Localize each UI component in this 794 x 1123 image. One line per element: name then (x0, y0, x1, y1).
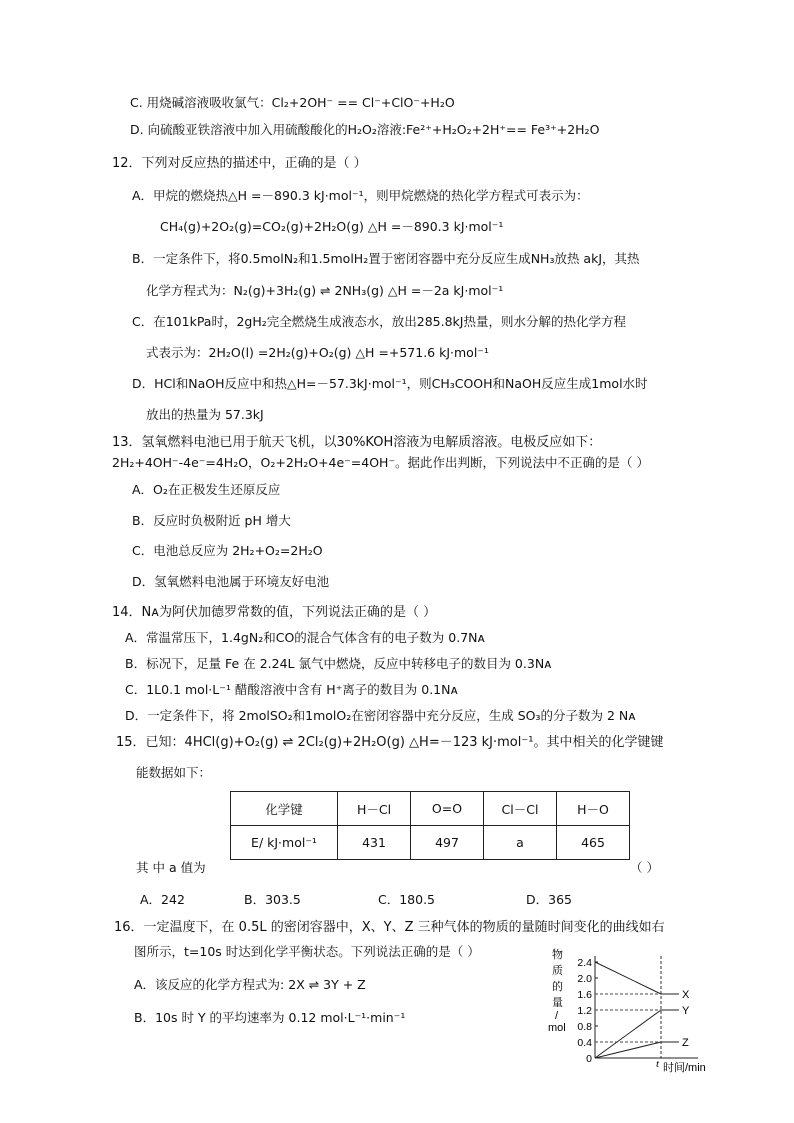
x-axis-label: 时间/min (663, 1062, 706, 1074)
y-tick-label: 2.4 (577, 957, 592, 969)
question-15-stem-line2: 能数据如下： (136, 765, 212, 780)
bond-table-header: O=O (411, 792, 484, 826)
y-tick-label: 0 (586, 1053, 592, 1065)
y-tick-label: 1.2 (577, 1005, 592, 1017)
y-axis-label-char: 物 (552, 949, 563, 961)
series-line-x (595, 962, 661, 994)
question-16-option-b: B．10s 时 Y 的平均速率为 0.12 mol·L⁻¹·min⁻¹ (134, 1010, 406, 1025)
question-13-stem-line1: 13．氢氧燃料电池已用于航天飞机，以30%KOH溶液为电解质溶液。电极反应如下： (112, 435, 602, 450)
question-14-option-c: C．1L0.1 mol·L⁻¹ 醋酸溶液中含有 H⁺离子的数目为 0.1Nᴀ (125, 682, 458, 697)
question-13-option-b: B．反应时负极附近 pH 增大 (132, 513, 291, 528)
series-line-z (595, 1042, 661, 1058)
question-14-stem: 14．Nᴀ为阿伏加德罗常数的值，下列说法正确的是（ ） (112, 605, 437, 620)
bond-table-value-row (231, 826, 630, 860)
x-axis-tick-t: t (656, 1058, 660, 1070)
series-label-y: Y (682, 1005, 690, 1017)
question-14-option-b: B．标况下，足量 Fe 在 2.24L 氯气中燃烧，反应中转移电子的数目为 0.3Nᴀ (125, 656, 552, 671)
y-axis-label-char: 的 (552, 981, 563, 993)
y-tick-label: 1.6 (577, 989, 592, 1001)
question-15-option-b: B．303.5 (244, 892, 301, 907)
question-15-stem-line1: 15．已知：4HCl(g)+O₂(g) ⇌ 2Cl₂(g)+2H₂O(g) △H=－123 kJ·mol⁻¹。其中相关的化学键键 (116, 735, 664, 750)
y-tick-label: 0.4 (577, 1037, 592, 1049)
question-12-option-d-line2: 放出的热量为 57.3kJ (146, 407, 264, 422)
series-label-x: X (682, 989, 690, 1001)
question-12-stem: 12．下列对反应热的描述中，正确的是（ ） (112, 156, 367, 171)
bond-table-header-row (231, 792, 630, 826)
bond-table-cell: a (484, 826, 557, 860)
bond-energy-table (230, 791, 630, 860)
question-12-option-b-line1: B．一定条件下，将0.5molN₂和1.5molH₂置于密闭容器中充分反应生成NH₃放热 akJ，其热 (132, 251, 640, 266)
y-tick-label: 2.0 (577, 973, 592, 985)
question-15-option-a: A．242 (140, 892, 185, 907)
question-13-stem-line2: 2H₂+4OH⁻-4e⁻=4H₂O，O₂+2H₂O+4e⁻=4OH⁻。据此作出判断，下列说法中不正确的是（ ） (112, 455, 650, 470)
question-16-option-a: A．该反应的化学方程式为: 2X ⇌ 3Y + Z (134, 977, 366, 992)
question-12-option-a-line2: CH₄(g)+2O₂(g)=CO₂(g)+2H₂O(g) △H =－890.3 kJ·mol⁻¹ (160, 219, 504, 234)
question-12-option-a-line1: A．甲烷的燃烧热△H =－890.3 kJ·mol⁻¹，则甲烷燃烧的热化学方程式可表示为： (132, 188, 589, 203)
option-d-ferrous-sulfate: D. 向硫酸亚铁溶液中加入用硫酸酸化的H₂O₂溶液:Fe²⁺+H₂O₂+2H⁺== Fe³⁺+2H₂O (130, 122, 600, 137)
bond-table-header: H－Cl (338, 792, 411, 826)
y-tick-label: 0.8 (577, 1021, 592, 1033)
amount-vs-time-chart (540, 945, 715, 1075)
question-16-stem-line2: 图所示，t=10s 时达到化学平衡状态。下列说法正确的是（ ） (134, 944, 480, 959)
question-15-blank-line: 其 中 a 值为 (136, 860, 206, 875)
series-line-y (595, 1010, 661, 1058)
question-13-option-c: C．电池总反应为 2H₂+O₂=2H₂O (132, 543, 323, 558)
y-axis-label-unit: mol (548, 1022, 566, 1034)
question-14-option-d: D．一定条件下，将 2molSO₂和1molO₂在密闭容器中充分反应，生成 SO₃的分子数为 2 Nᴀ (125, 708, 636, 723)
bond-table-header: Cl－Cl (484, 792, 557, 826)
question-15-option-c: C．180.5 (378, 892, 436, 907)
bond-table-cell: 465 (557, 826, 630, 860)
option-c-chlorine-absorption: C. 用烧碱溶液吸收氯气：Cl₂+2OH⁻ == Cl⁻+ClO⁻+H₂O (130, 95, 455, 110)
answer-parentheses: （ ） (630, 860, 659, 875)
question-12-option-b-line2: 化学方程式为：N₂(g)+3H₂(g) ⇌ 2NH₃(g) △H =－2a kJ·mol⁻¹ (146, 283, 504, 298)
y-axis-label-char: / (555, 1010, 559, 1022)
bond-table-cell: 431 (338, 826, 411, 860)
question-12-option-c-line1: C．在101kPa时，2gH₂完全燃烧生成液态水，放出285.8kJ热量，则水分解的热化学方程 (132, 314, 626, 329)
bond-table-header: 化学键 (231, 792, 338, 826)
question-16-stem-line1: 16．一定温度下，在 0.5L 的密闭容器中，X、Y、Z 三种气体的物质的量随时间变化的曲线如右 (114, 920, 665, 935)
y-axis-label-char: 量 (552, 997, 563, 1009)
question-12-option-c-line2: 式表示为：2H₂O(l) =2H₂(g)+O₂(g) △H =+571.6 kJ·mol⁻¹ (146, 345, 489, 360)
question-14-option-a: A．常温常压下，1.4gN₂和CO的混合气体含有的电子数为 0.7Nᴀ (125, 630, 485, 645)
series-label-z: Z (682, 1037, 689, 1049)
question-12-option-d-line1: D．HCl和NaOH反应中和热△H=－57.3kJ·mol⁻¹，则CH₃COOH和NaOH反应生成1mol水时 (132, 376, 648, 391)
question-15-option-d: D．365 (526, 892, 572, 907)
bond-table-header: H－O (557, 792, 630, 826)
bond-table-cell: 497 (411, 826, 484, 860)
y-axis-label-char: 质 (552, 965, 563, 977)
question-13-option-d: D．氢氧燃料电池属于环境友好电池 (132, 574, 330, 589)
question-13-option-a: A．O₂在正极发生还原反应 (132, 482, 281, 497)
bond-table-row-label: E/ kJ·mol⁻¹ (231, 826, 338, 860)
